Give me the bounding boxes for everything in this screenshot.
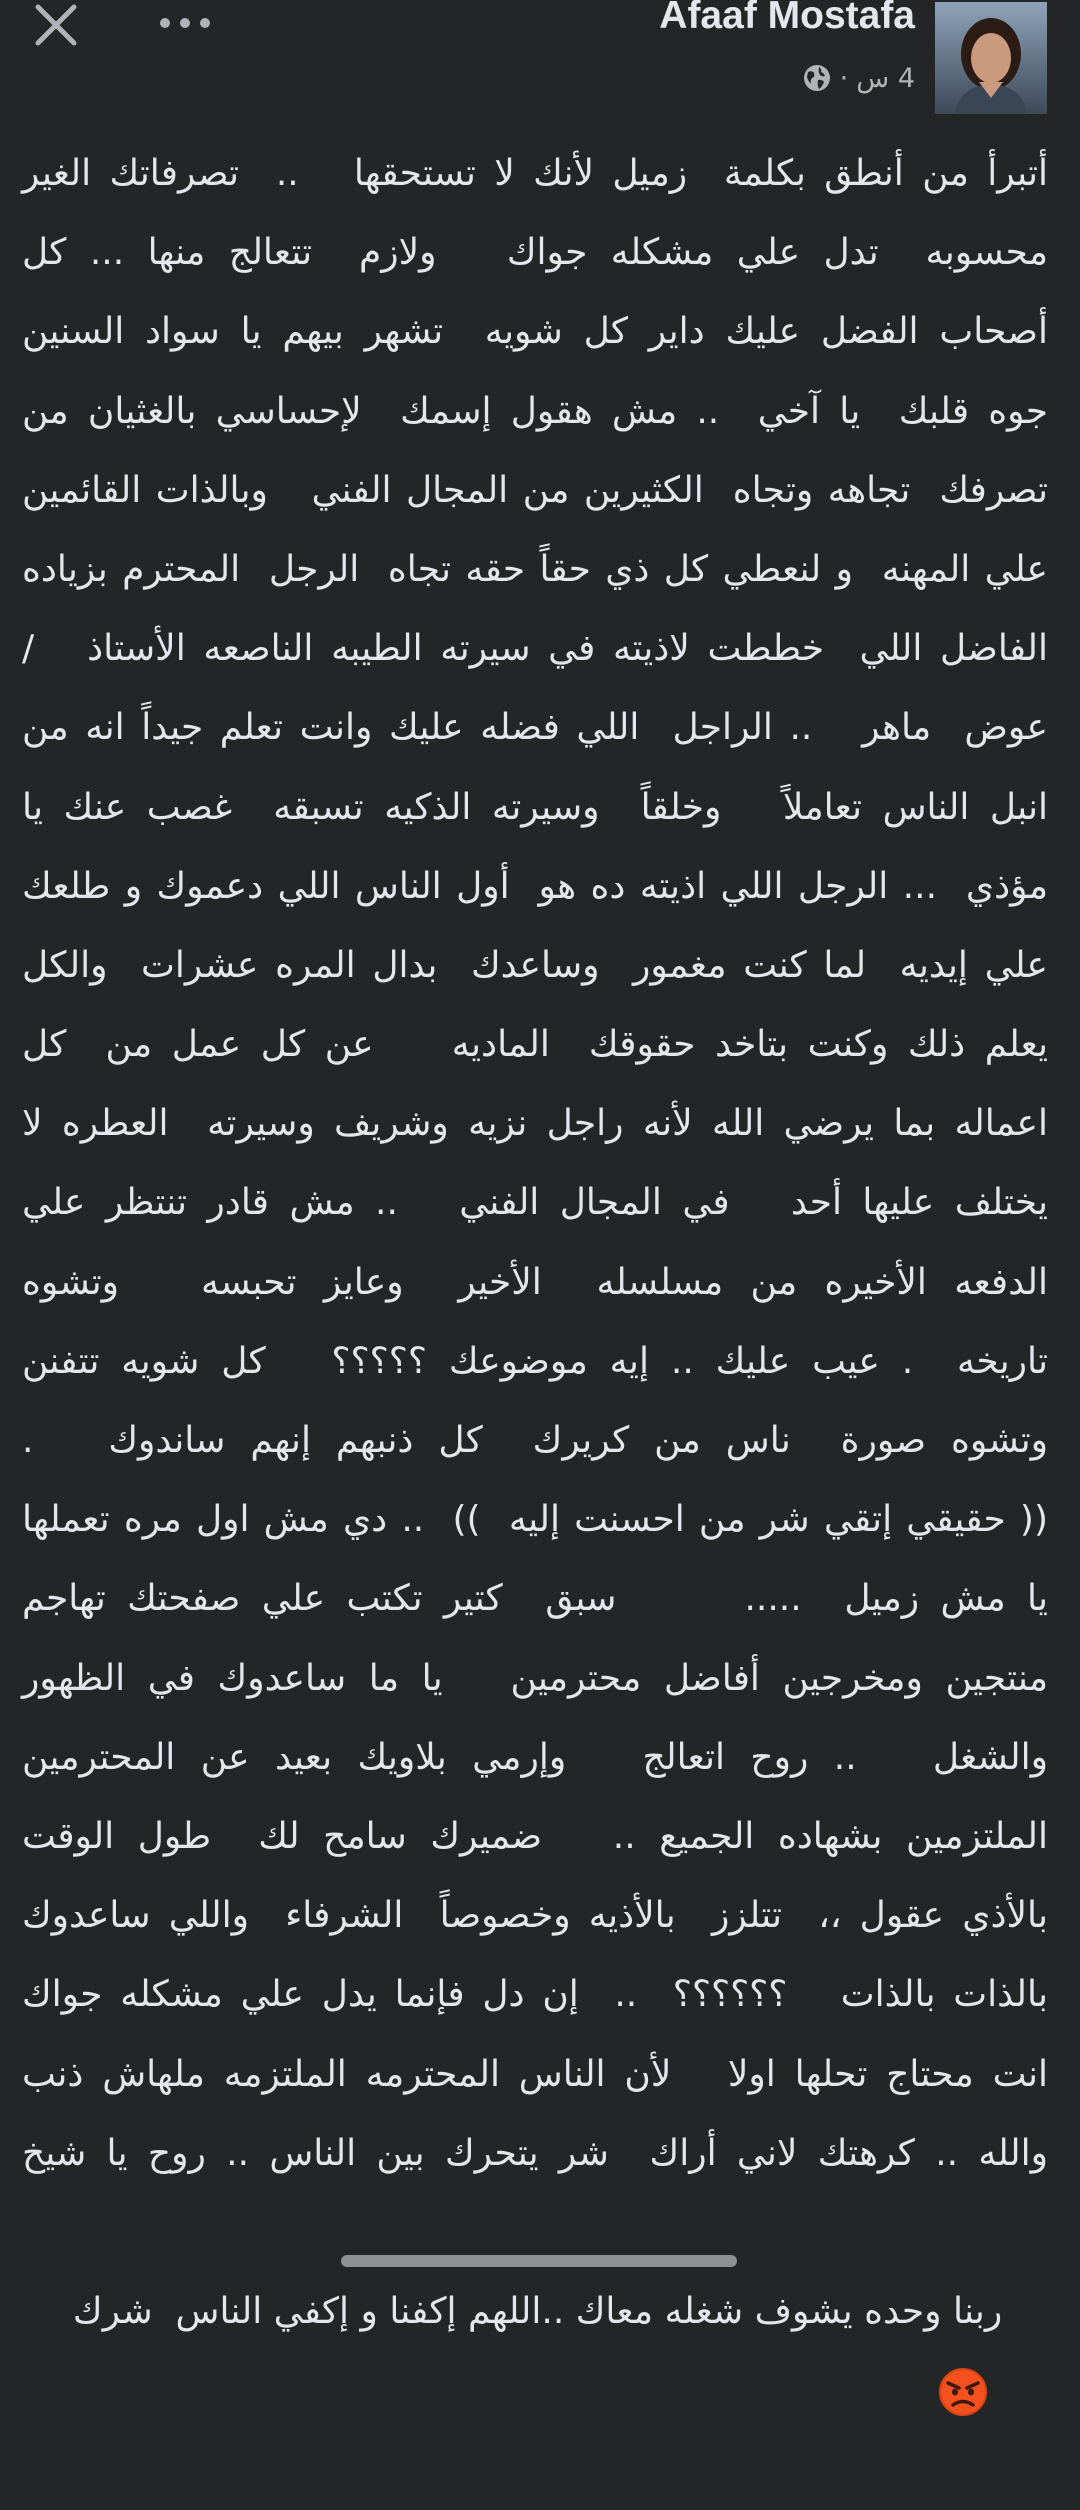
angry-face-emoji (938, 2367, 988, 2417)
post-line: الملتزمين بشهاده الجميع .. ضميرك سامح لك طول الوقت (22, 1815, 1048, 1857)
post-line: يا مش زميل ..... سبق كتير تكتب علي صفحتك تهاجم (22, 1578, 1048, 1620)
post-line: انبل الناس تعاملاً وخلقاً وسيرته الذكيه تسبقه غصب عنك يا (22, 786, 1048, 828)
author-name[interactable]: Afaaf Mostafa (659, 0, 915, 37)
close-button[interactable] (28, 0, 84, 50)
post-header (0, 0, 1080, 120)
post-line: بالأذي عقول ،، تتلزز بالأذيه وخصوصاً الشرفاء واللي ساعدوك (22, 1895, 1048, 1937)
post-line: علي المهنه و لنعطي كل ذي حقاً حقه تجاه الرجل المحترم بزياده (22, 548, 1048, 590)
post-line: الدفعه الأخيره من مسلسله الأخير وعايز تحبسه وتشوه (22, 1261, 1048, 1303)
post-line: يختلف عليها أحد في المجال الفني .. مش قادر تنتظر علي (22, 1182, 1048, 1224)
post-line: مؤذي ... الرجل اللي اذيته ده هو أول الناس اللي دعموك و طلعك (22, 865, 1048, 907)
post-line: والشغل .. روح اتعالج وإرمي بلاويك بعيد عن المحترمين (22, 1736, 1048, 1778)
post-line: الفاضل اللي خططت لاذيته في سيرته الطيبه الناصعه الأستاذ / (22, 628, 1048, 670)
post-body (22, 134, 1048, 2333)
more-options-button[interactable] (150, 0, 220, 46)
post-line: أصحاب الفضل عليك داير كل شويه تشهر بيهم يا سواد السنين (22, 311, 1048, 353)
post-line: ربنا وحده يشوف شغله معاك ..اللهم إكفنا و إكفي الناس شرك (72, 2291, 1003, 2333)
post-line: محسوبه تدل علي مشكله جواك ولازم تتعالج منها ... كل (22, 232, 1048, 274)
post-line: والله .. كرهتك لاني أراك شر يتحرك بين الناس .. روح يا شيخ (22, 2132, 1048, 2174)
close-icon (32, 1, 80, 49)
post-meta (802, 58, 915, 98)
post-line: انت محتاج تحلها اولا لأن الناس المحترمه الملتزمه ملهاش ذنب (22, 2053, 1048, 2095)
post-line: بالذات بالذات ؟؟؟؟؟؟ .. إن دل فإنما يدل علي مشكله جواك (22, 1974, 1048, 2016)
post-line: عوض ماهر .. الراجل اللي فضله عليك وانت تعلم جيداً انه من (22, 707, 1048, 749)
post-line: (( حقيقي إتقي شر من احسنت إليه )) .. دي مش اول مره تعملها (22, 1499, 1048, 1541)
author-avatar[interactable] (935, 2, 1047, 114)
post-timestamp[interactable]: 4 س (856, 62, 915, 94)
post-line: وتشوه صورة ناس من كريرك كل ذنبهم إنهم ساندوك . (22, 1420, 1048, 1461)
post-line: علي إيديه لما كنت مغمور وساعدك بدال المره عشرات والكل (22, 944, 1048, 986)
post-line: يعلم ذلك وكنت بتاخد حقوقك الماديه عن كل عمل من كل (22, 1024, 1048, 1066)
globe-icon (802, 63, 832, 93)
home-indicator[interactable] (341, 2255, 737, 2267)
post-line: جوه قلبك يا آخي .. مش هقول إسمك لإحساسي بالغثيان من (22, 390, 1048, 432)
more-options-icon (157, 16, 213, 30)
post-line: أتبرأ من أنطق بكلمة زميل لأنك لا تستحقها .. تصرفاتك الغير (22, 153, 1048, 194)
meta-separator: · (839, 62, 849, 94)
post-line: اعماله بما يرضي الله لأنه راجل نزيه وشريف وسيرته العطره لا (22, 1103, 1048, 1145)
post-line: تاريخه . عيب عليك .. إيه موضوعك ؟؟؟؟؟ كل شويه تتفنن (22, 1340, 1048, 1382)
post-line: تصرفك تجاهه وتجاه الكثيرين من المجال الفني وبالذات القائمين (22, 469, 1048, 511)
post-line: منتجين ومخرجين أفاضل محترمين يا ما ساعدوك في الظهور (22, 1657, 1048, 1699)
